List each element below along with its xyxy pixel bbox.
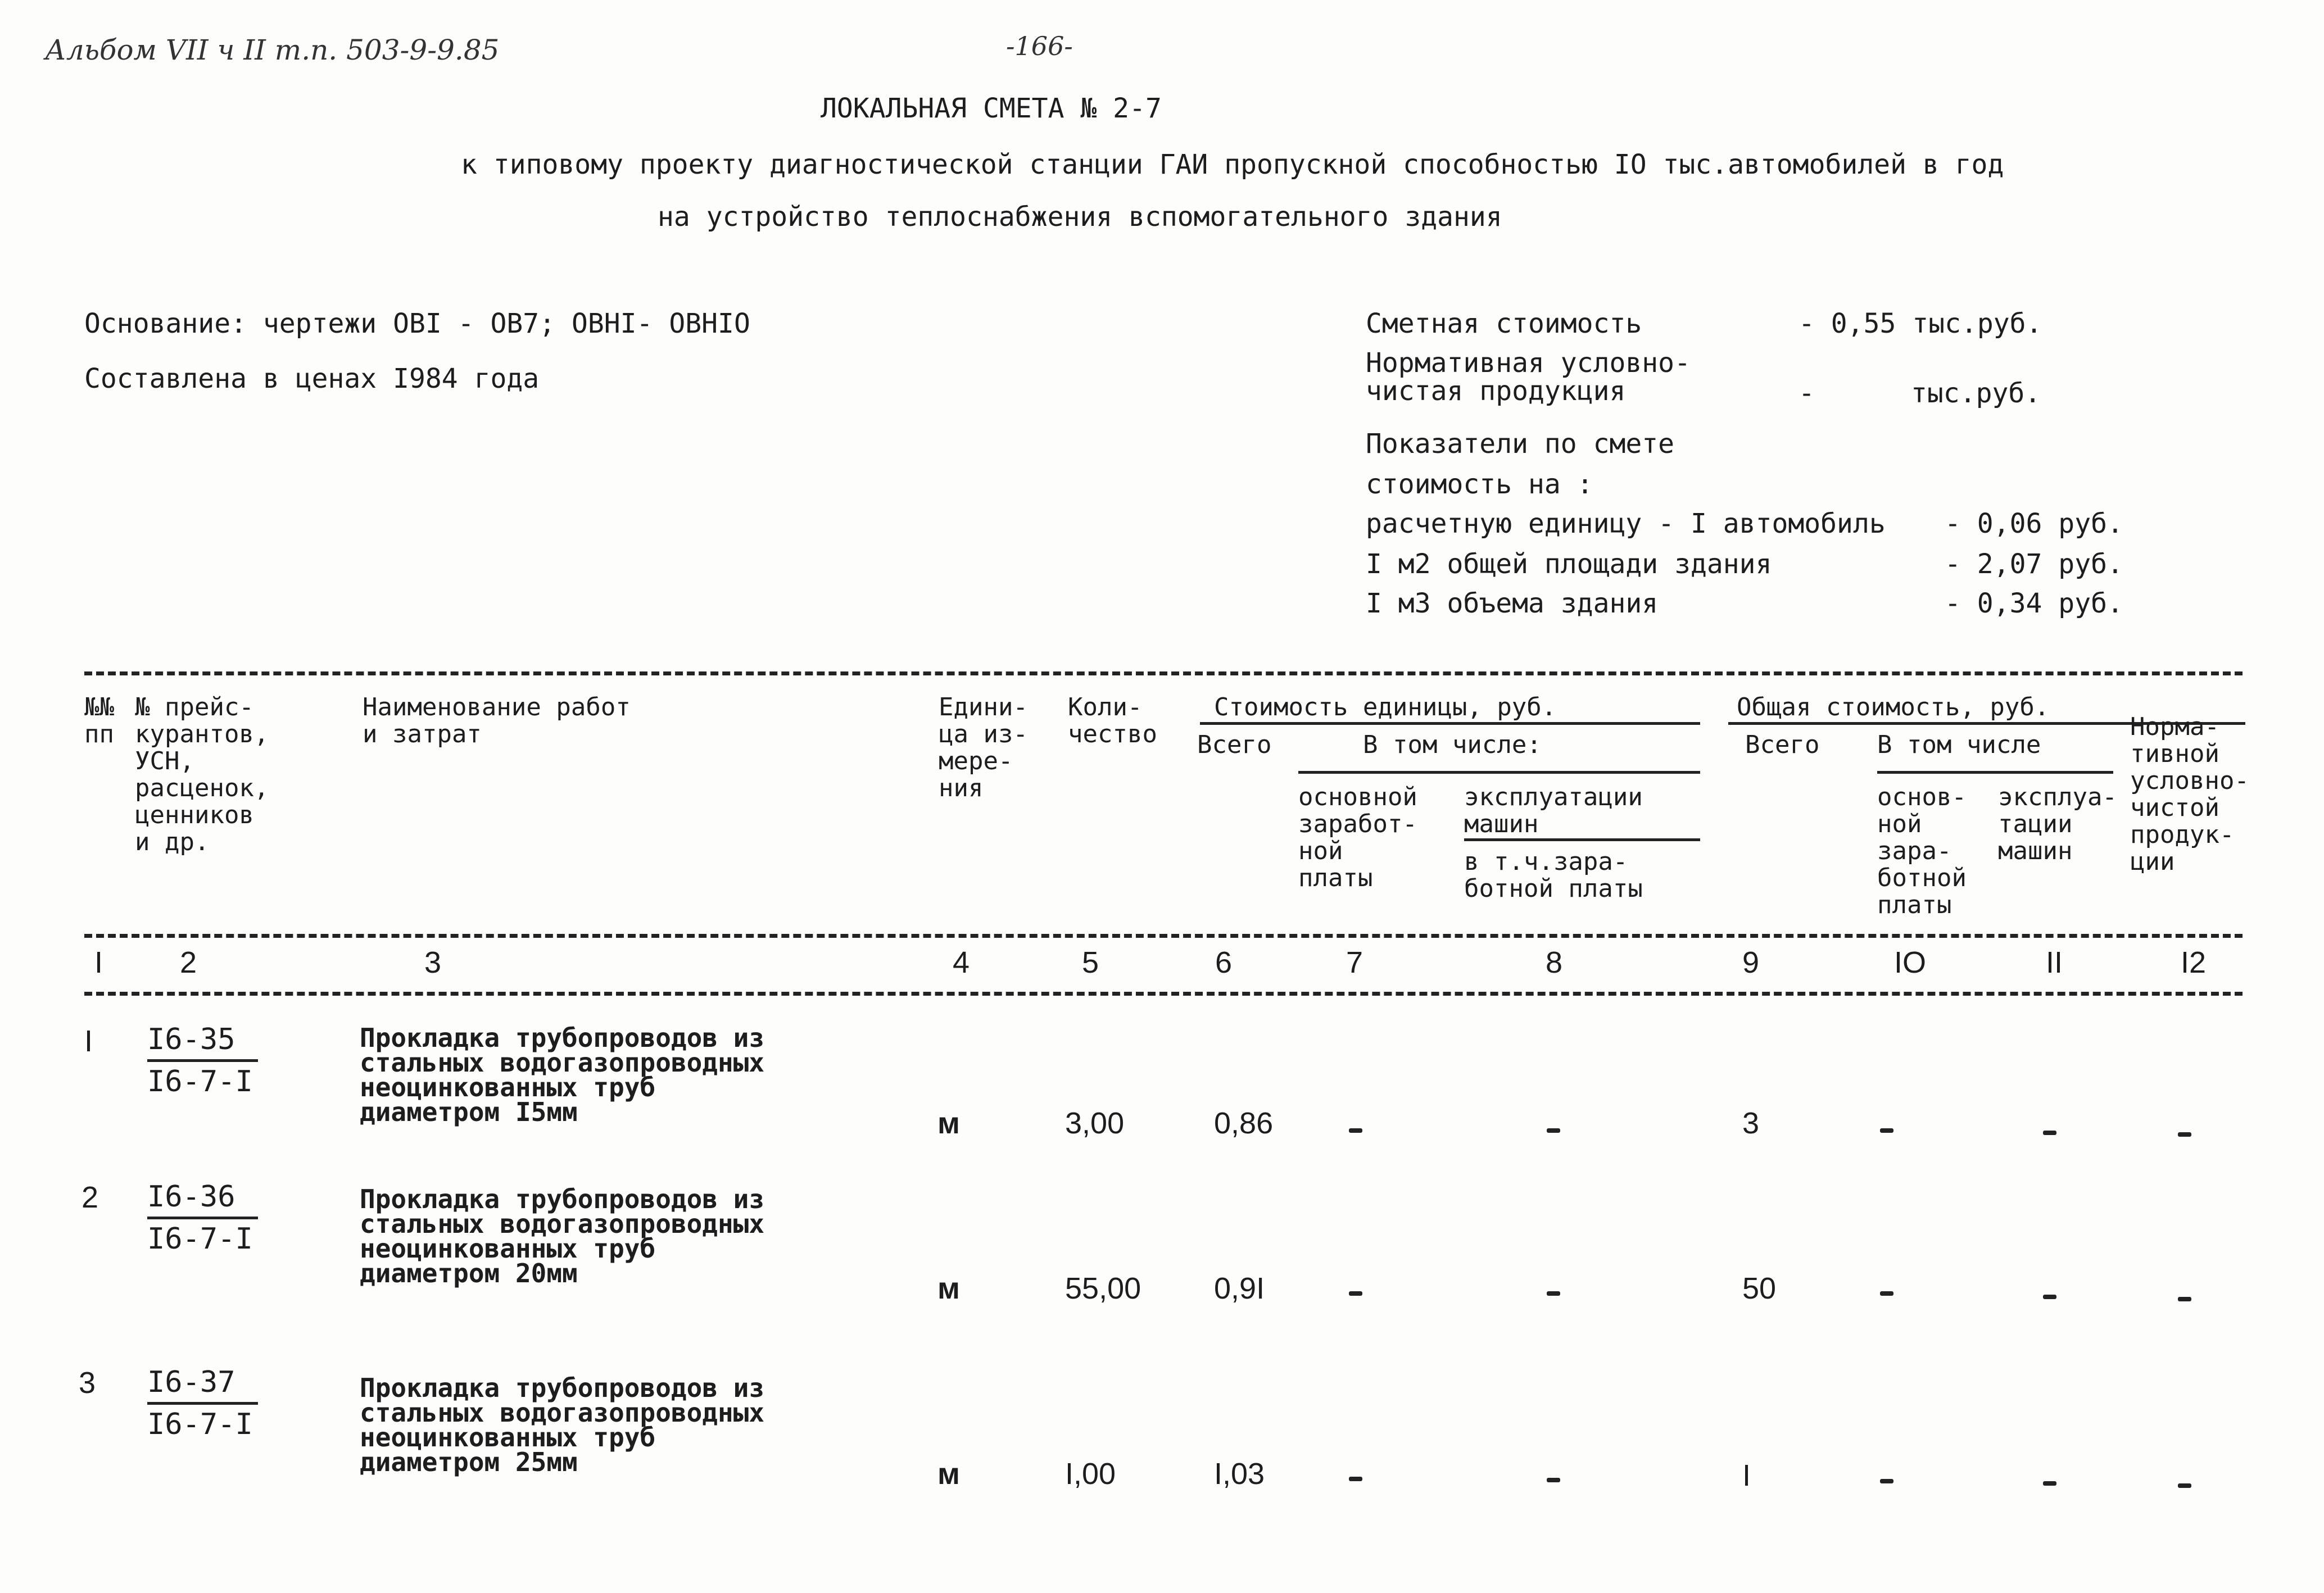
row-machines-empty <box>1547 1478 1560 1482</box>
document-title: ЛОКАЛЬНАЯ СМЕТА № 2-7 <box>821 93 1162 124</box>
col-header-machines-wage: в т.ч.зара- ботной платы <box>1464 847 1643 903</box>
norm-label-1: Нормативная условно- <box>1366 347 1691 379</box>
row-code <box>147 1363 258 1444</box>
col-header-total: Всего <box>1745 730 1820 759</box>
row-code-top: I6-37 <box>147 1363 258 1405</box>
col-header-machines: эксплуатации машин <box>1464 783 1643 838</box>
unit-cost-rule <box>1200 722 1700 725</box>
col-group-total-cost: Общая стоимость, руб. <box>1737 693 2050 721</box>
row-code <box>147 1177 258 1259</box>
col-index-6: 6 <box>1215 946 1233 979</box>
document-subtitle-2: на устройство теплоснабжения вспомогательного здания <box>658 201 1502 233</box>
col-index-3: 3 <box>424 946 442 979</box>
col-header-total-machines: эксплуа- тации машин <box>1998 783 2117 865</box>
row-description: Прокладка трубопроводов из стальных водогазопроводных неоцинкованных труб диаметром 25мм <box>360 1373 765 1477</box>
col-index-10: IO <box>1894 946 1927 979</box>
col-header-name: Наименование работ и затрат <box>363 693 631 748</box>
col-index-11: II <box>2046 946 2063 979</box>
row-machines-empty <box>1547 1128 1560 1133</box>
row-code-bottom: I6-7-I <box>147 1222 253 1256</box>
col-index-8: 8 <box>1546 946 1563 979</box>
basis-drawings: Основание: чертежи ОВI - ОВ7; ОВНI- ОВНIO <box>84 308 750 339</box>
col-index-12: I2 <box>2181 946 2207 979</box>
row-normative-empty <box>2178 1132 2191 1137</box>
col-group-unit-cost: Стоимость единицы, руб. <box>1214 693 1557 721</box>
album-note: Альбом VII ч II т.п. 503-9-9.85 <box>45 34 500 66</box>
row-total-machines-empty <box>2043 1131 2056 1135</box>
row-normative-empty <box>2178 1297 2191 1301</box>
col-header-unit: Едини- ца из- мере- ния <box>939 693 1028 802</box>
row-unit: м <box>937 1106 960 1140</box>
col-index-4: 4 <box>953 946 970 979</box>
col-index-2: 2 <box>180 946 197 979</box>
row-normative-empty <box>2178 1483 2191 1488</box>
row-description: Прокладка трубопроводов из стальных водогазопроводных неоцинкованных труб диаметром I5мм <box>360 1023 765 1127</box>
row-basic-wage-empty <box>1349 1291 1362 1296</box>
incl-2-rule <box>1877 771 2113 774</box>
norm-label-2: чистая продукция <box>1366 375 1626 407</box>
row-total-wage-empty <box>1880 1479 1893 1483</box>
norm-unit: тыс.руб. <box>1911 378 2041 409</box>
indicator-volume-value: - 0,34 руб. <box>1945 588 2123 619</box>
col-header-incl: В том числе: <box>1363 730 1542 759</box>
col-header-no: №№ пп <box>84 693 114 748</box>
col-index-9: 9 <box>1742 946 1760 979</box>
row-total: I <box>1742 1459 1751 1492</box>
row-total: 3 <box>1742 1106 1760 1140</box>
col-header-unit-total: Всего <box>1197 730 1272 759</box>
row-basic-wage-empty <box>1349 1128 1362 1133</box>
indicator-volume-label: I м3 объема здания <box>1366 588 1659 619</box>
row-unit: м <box>937 1457 960 1491</box>
col-header-qty: Коли- чество <box>1068 693 1157 748</box>
row-quantity: I,00 <box>1065 1457 1116 1491</box>
row-no: 2 <box>81 1181 99 1214</box>
indicators-sub: стоимость на : <box>1366 469 1593 500</box>
row-no: 3 <box>79 1366 96 1400</box>
indicators-label: Показатели по смете <box>1366 428 1675 460</box>
row-description: Прокладка трубопроводов из стальных водогазопроводных неоцинкованных труб диаметром 20мм <box>360 1184 765 1288</box>
indicator-area-value: - 2,07 руб. <box>1945 548 2123 580</box>
norm-dash: - <box>1799 378 1815 409</box>
page-number: -166- <box>1006 31 1073 61</box>
col-header-basic-wage: основной заработ- ной платы <box>1298 783 1417 892</box>
row-code-bottom: I6-7-I <box>147 1065 253 1099</box>
row-code-top: I6-35 <box>147 1020 258 1062</box>
document-subtitle: к типовому проекту диагностической станции ГАИ пропускной способностью IO тыс.автомобилей в год <box>461 149 2004 180</box>
row-code-bottom: I6-7-I <box>147 1408 253 1441</box>
basis-prices: Составлена в ценах I984 года <box>84 363 540 394</box>
incl-rule <box>1298 771 1700 774</box>
row-unit-total: 0,86 <box>1214 1106 1274 1140</box>
row-total-wage-empty <box>1880 1128 1893 1133</box>
indicator-vehicle-value: - 0,06 руб. <box>1945 508 2123 539</box>
col-index-5: 5 <box>1082 946 1099 979</box>
header-index-rule <box>84 934 2243 938</box>
row-unit-total: I,03 <box>1214 1457 1265 1491</box>
row-unit-total: 0,9I <box>1214 1272 1265 1305</box>
col-header-normative: Норма- тивной условно- чистой продук- ции <box>2130 712 2249 876</box>
col-header-incl-2: В том числе <box>1877 730 2041 759</box>
row-unit: м <box>937 1272 960 1305</box>
row-machines-empty <box>1547 1291 1560 1296</box>
row-total-wage-empty <box>1880 1291 1893 1296</box>
row-no: I <box>84 1024 93 1058</box>
header-bottom-rule <box>84 992 2243 996</box>
indicator-area-label: I м2 общей площади здания <box>1366 548 1772 580</box>
col-header-total-wage: основ- ной зара- ботной платы <box>1877 783 1967 919</box>
row-quantity: 3,00 <box>1065 1106 1125 1140</box>
machines-rule <box>1464 838 1700 841</box>
cost-label: Сметная стоимость <box>1366 308 1642 339</box>
row-basic-wage-empty <box>1349 1477 1362 1481</box>
col-index-1: I <box>94 946 103 979</box>
row-quantity: 55,00 <box>1065 1272 1141 1305</box>
row-total: 50 <box>1742 1272 1777 1305</box>
col-index-7: 7 <box>1346 946 1363 979</box>
header-top-rule <box>84 671 2243 675</box>
col-header-code: № прейс- курантов, УСН, расценок, ценников и др. <box>135 693 269 856</box>
row-code-top: I6-36 <box>147 1177 258 1219</box>
row-code <box>147 1020 258 1101</box>
indicator-vehicle-label: расчетную единицу - I автомобиль <box>1366 508 1886 539</box>
row-total-machines-empty <box>2043 1481 2056 1486</box>
row-total-machines-empty <box>2043 1295 2056 1299</box>
cost-value: - 0,55 тыс.руб. <box>1799 308 2042 339</box>
